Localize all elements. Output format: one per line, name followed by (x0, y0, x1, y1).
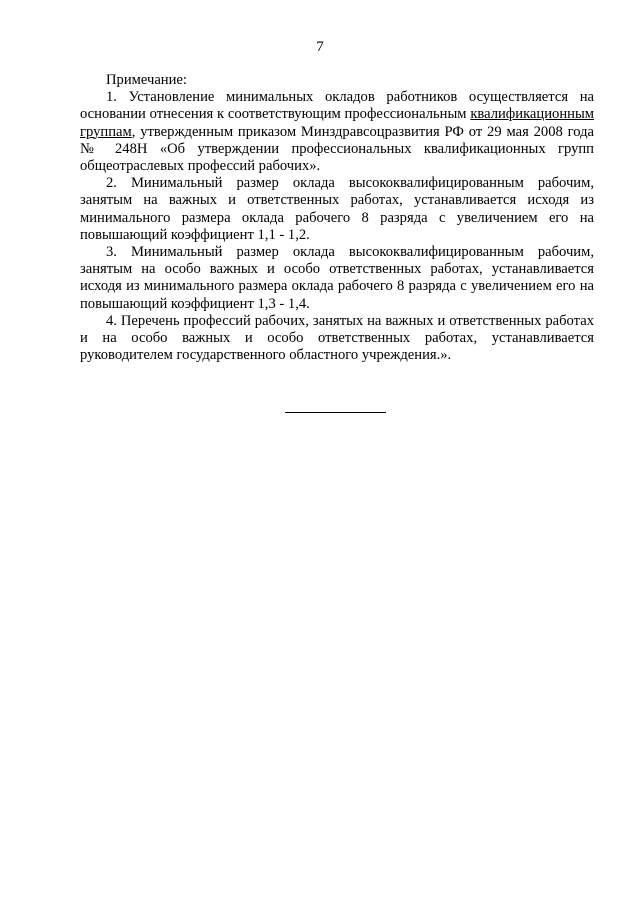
separator-line (285, 412, 386, 413)
note-item-3: 3. Минимальный размер оклада высококвалифицированным рабочим, занятым на особо важных и особо ответственных работах, устанавливается исходя из минимального размера оклада рабочего 8 разряда с увеличением его на повышающий коэффициент 1,3 - 1,4. (80, 244, 594, 312)
note-item-1 (80, 89, 594, 175)
note-item-2: 2. Минимальный размер оклада высококвалифицированным рабочим, занятым на важных и ответственных работах, устанавливается исходя из минимального размера оклада рабочего 8 разряда с увеличением его на повышающий коэффициент 1,1 - 1,2. (80, 175, 594, 243)
qualification-groups-link[interactable]: квалификационным группам (80, 106, 594, 140)
document-body (80, 72, 594, 364)
page-number: 7 (316, 39, 324, 55)
note-title: Примечание: (106, 72, 187, 88)
note-item-1-text-before: 1. Установление минимальных окладов работников осуществляется на основании отнесения к соответствующим профессиональным (80, 89, 594, 123)
note-item-4: 4. Перечень профессий рабочих, занятых на важных и ответственных работах и на особо важных и особо ответственных работах, устанавливается руководителем государственного областного учреждения.». (80, 312, 594, 364)
note-item-1-text-after: , утвержденным приказом Минздравсоцразвития РФ от 29 мая 2008 года № 248Н «Об утверждении профессиональных квалификационных групп общеотраслевых профессий рабочих». (80, 123, 594, 175)
